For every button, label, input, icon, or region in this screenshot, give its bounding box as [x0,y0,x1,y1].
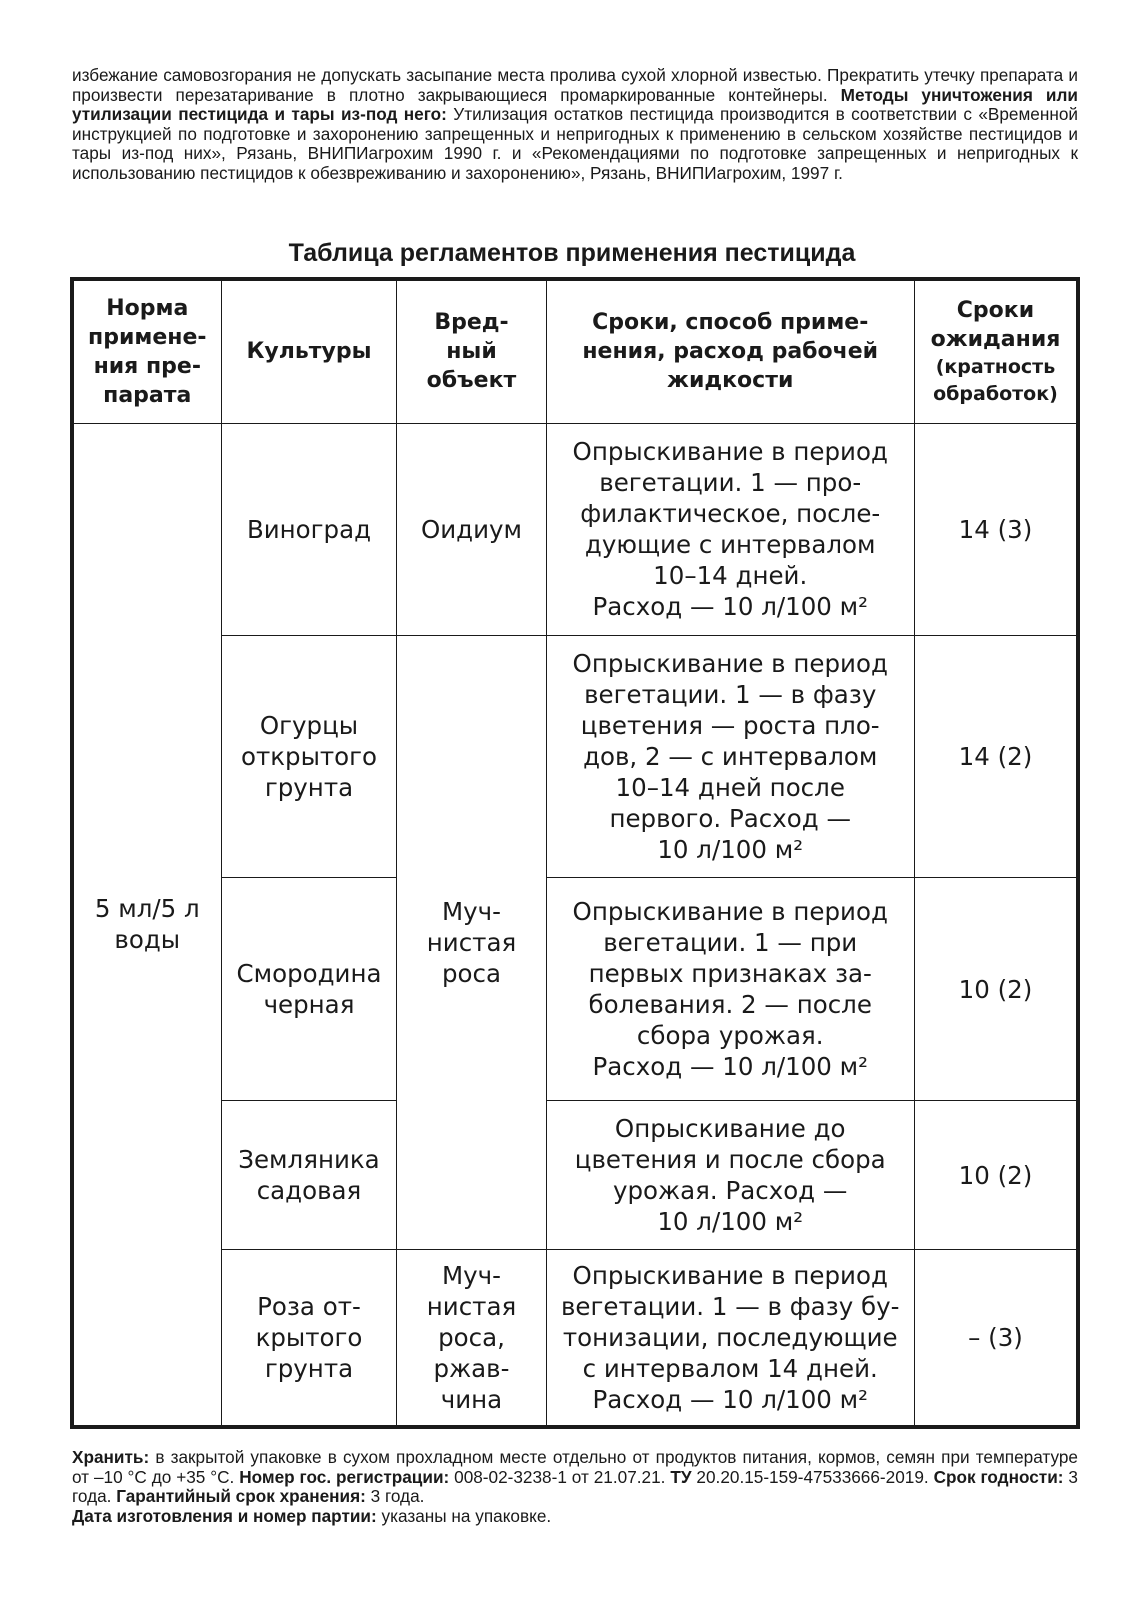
text-line: ный [446,339,497,365]
text-line: примене- [88,324,207,350]
text-line: (кратность [935,355,1056,378]
text-line: цветения и после сбора [574,1145,886,1174]
text-line: крытого [255,1323,363,1353]
shelf-life-value: 3 года. [72,1466,1078,1507]
registration-number: 008-02-3238-1 от 21.07.21. [449,1466,671,1487]
text-line: Муч- [442,897,501,927]
text-line: ния пре- [93,353,201,379]
text-line: Роза от- [257,1292,361,1322]
header-method [546,279,914,423]
text-line: вегетации. 1 — в фазу бу- [560,1292,900,1322]
header-crops: Культуры [221,279,397,423]
wait-cell: 14 (3) [914,423,1078,635]
text-line: обработок) [933,382,1058,405]
text-line: Оидиум [420,514,523,544]
header-wait-sub [921,354,1070,408]
text-line: Опрыскивание в период [572,1261,888,1291]
table-title: Таблица регламентов применения пестицида [288,239,856,267]
method-cell [546,878,914,1101]
table-row [72,636,1078,878]
manufacture-date-label: Дата изготовления и номер партии: [72,1505,377,1526]
header-wait [914,279,1078,423]
text-line: грунта [264,1354,354,1384]
storage-label: Хранить: [72,1447,150,1467]
text-line: открытого [240,742,378,772]
table-header-row [72,279,1078,423]
method-cell [546,1100,914,1249]
text-line: нистая [426,1292,517,1322]
storage-text: в закрытой упаковке в сухом прохладном месте отдельно от продуктов питания, кормов, семян при температуре от –10 °С до +35 °С. [72,1447,1078,1487]
text-line: тонизации, последующие [562,1323,898,1353]
text-line: Сроки, способ приме- [592,310,869,336]
wait-cell: 14 (2) [914,636,1078,878]
text-line: черная [263,990,355,1019]
text-line: Расход — 10 л/100 м² [592,1385,868,1415]
text-line: вегетации. 1 — в фазу [584,680,877,710]
text-line: 10–14 дней. [653,561,808,591]
text-line: болевания. 2 — после [588,990,872,1019]
text-line: цветения — роста пло- [580,711,880,741]
intro-text-2: Утилизация остатков пестицида производится в соответствии с «Временной инструкцией по подготовке и захоронению запрещенных и непригодных к применению в сельском хозяйстве пестицидов и тары из-под них», Рязань, ВНИПИагрохим 1990 г. и «Рекомендациями по подготовке запрещенных и непригодных к использованию пестицидов к обезвреживанию и захоронению», Рязань, ВНИПИагрохим, 1997 г. [72,104,1078,183]
text-line: урожая. Расход — [613,1176,848,1205]
table-row [72,423,1078,635]
text-line: 10 л/100 м² [657,1207,804,1236]
text-line: с интервалом 14 дней. [582,1354,878,1384]
text-line: Земляника [238,1145,380,1174]
text-line: 5 мл/5 л [94,894,200,924]
manufacture-date-value: указаны на упаковке. [376,1505,552,1526]
text-line: дующие с интервалом [584,530,876,560]
text-line: Расход — 10 л/100 м² [592,592,868,622]
text-line: Опрыскивание в период [572,649,888,679]
tu-number: 20.20.15-159-47533666-2019. [691,1466,934,1487]
text-line: сбора урожая. [636,1021,824,1050]
text-line: Огурцы [259,711,359,741]
text-line: жидкости [667,368,794,394]
text-line: нения, расход рабочей [582,339,879,365]
norm-cell [72,423,221,1427]
text-line: воды [114,925,181,955]
text-line: Виноград [246,514,372,544]
storage-info-paragraph [72,1448,1078,1526]
wait-cell: 10 (2) [914,1100,1078,1249]
warranty-label: Гарантийный срок хранения: [116,1486,366,1507]
text-line: ржав- [433,1354,510,1384]
pest-cell [397,1250,546,1427]
text-line: роса, [438,1323,505,1353]
wait-cell: 10 (2) [914,878,1078,1101]
text-line: Вред- [434,310,509,336]
method-cell [546,423,914,635]
crop-cell [221,1100,397,1249]
text-line: Расход — 10 л/100 м² [592,1052,868,1081]
table-row [72,1250,1078,1427]
text-line: садовая [256,1176,362,1205]
registration-label: Номер гос. регистрации: [239,1466,450,1487]
shelf-life-label: Срок годности: [933,1466,1064,1487]
header-wait-main [921,296,1070,354]
crop-cell [221,636,397,878]
text-line: первых признаках за- [588,959,872,988]
text-line: ожидания [930,326,1061,352]
method-cell [546,636,914,878]
wait-cell: – (3) [914,1250,1078,1427]
intro-paragraph [72,66,1078,184]
text-line: Опрыскивание до [614,1114,846,1143]
pest-cell [397,423,546,635]
text-line: вегетации. 1 — про- [599,468,862,498]
text-line: 10–14 дней после [615,773,845,803]
tu-label: ТУ [670,1466,692,1487]
text-line: грунта [264,773,354,803]
text-line: Опрыскивание в период [572,897,888,926]
method-cell [546,1250,914,1427]
header-pest [397,279,546,423]
text-line: 10 л/100 м² [657,835,804,865]
text-line: роса [441,959,501,989]
crop-cell [221,878,397,1101]
header-norm [72,279,221,423]
text-line: чина [440,1385,503,1415]
regulations-table [70,277,1080,1429]
text-line: Смородина [236,959,382,988]
text-line: Норма [106,295,189,321]
text-line: парата [103,382,192,408]
table-row [72,1100,1078,1249]
text-line: Опрыскивание в период [572,437,888,467]
text-line: Сроки [956,297,1035,323]
disposal-methods-heading: Методы уничтожения или утилизации пестицида и тары из-под него: [72,84,1078,125]
warranty-value: 3 года. [365,1486,425,1507]
pest-cell-merged [397,636,546,1250]
text-line: нистая [426,928,517,958]
intro-text-1: избежание самовозгорания не допускать засыпание места пролива сухой хлорной известью. Прекратить утечку препарата и произвести перезатаривание в плотно закрывающиеся промаркированные контейнеры. [72,65,1078,105]
crop-cell [221,423,397,635]
text-line: филактическое, после- [580,499,881,529]
text-line: Муч- [442,1261,501,1291]
text-line: вегетации. 1 — при [603,928,858,957]
table-row [72,878,1078,1101]
text-line: первого. Расход — [609,804,851,834]
text-line: дов, 2 — с интервалом [583,742,878,772]
crop-cell [221,1250,397,1427]
text-line: объект [426,368,517,394]
